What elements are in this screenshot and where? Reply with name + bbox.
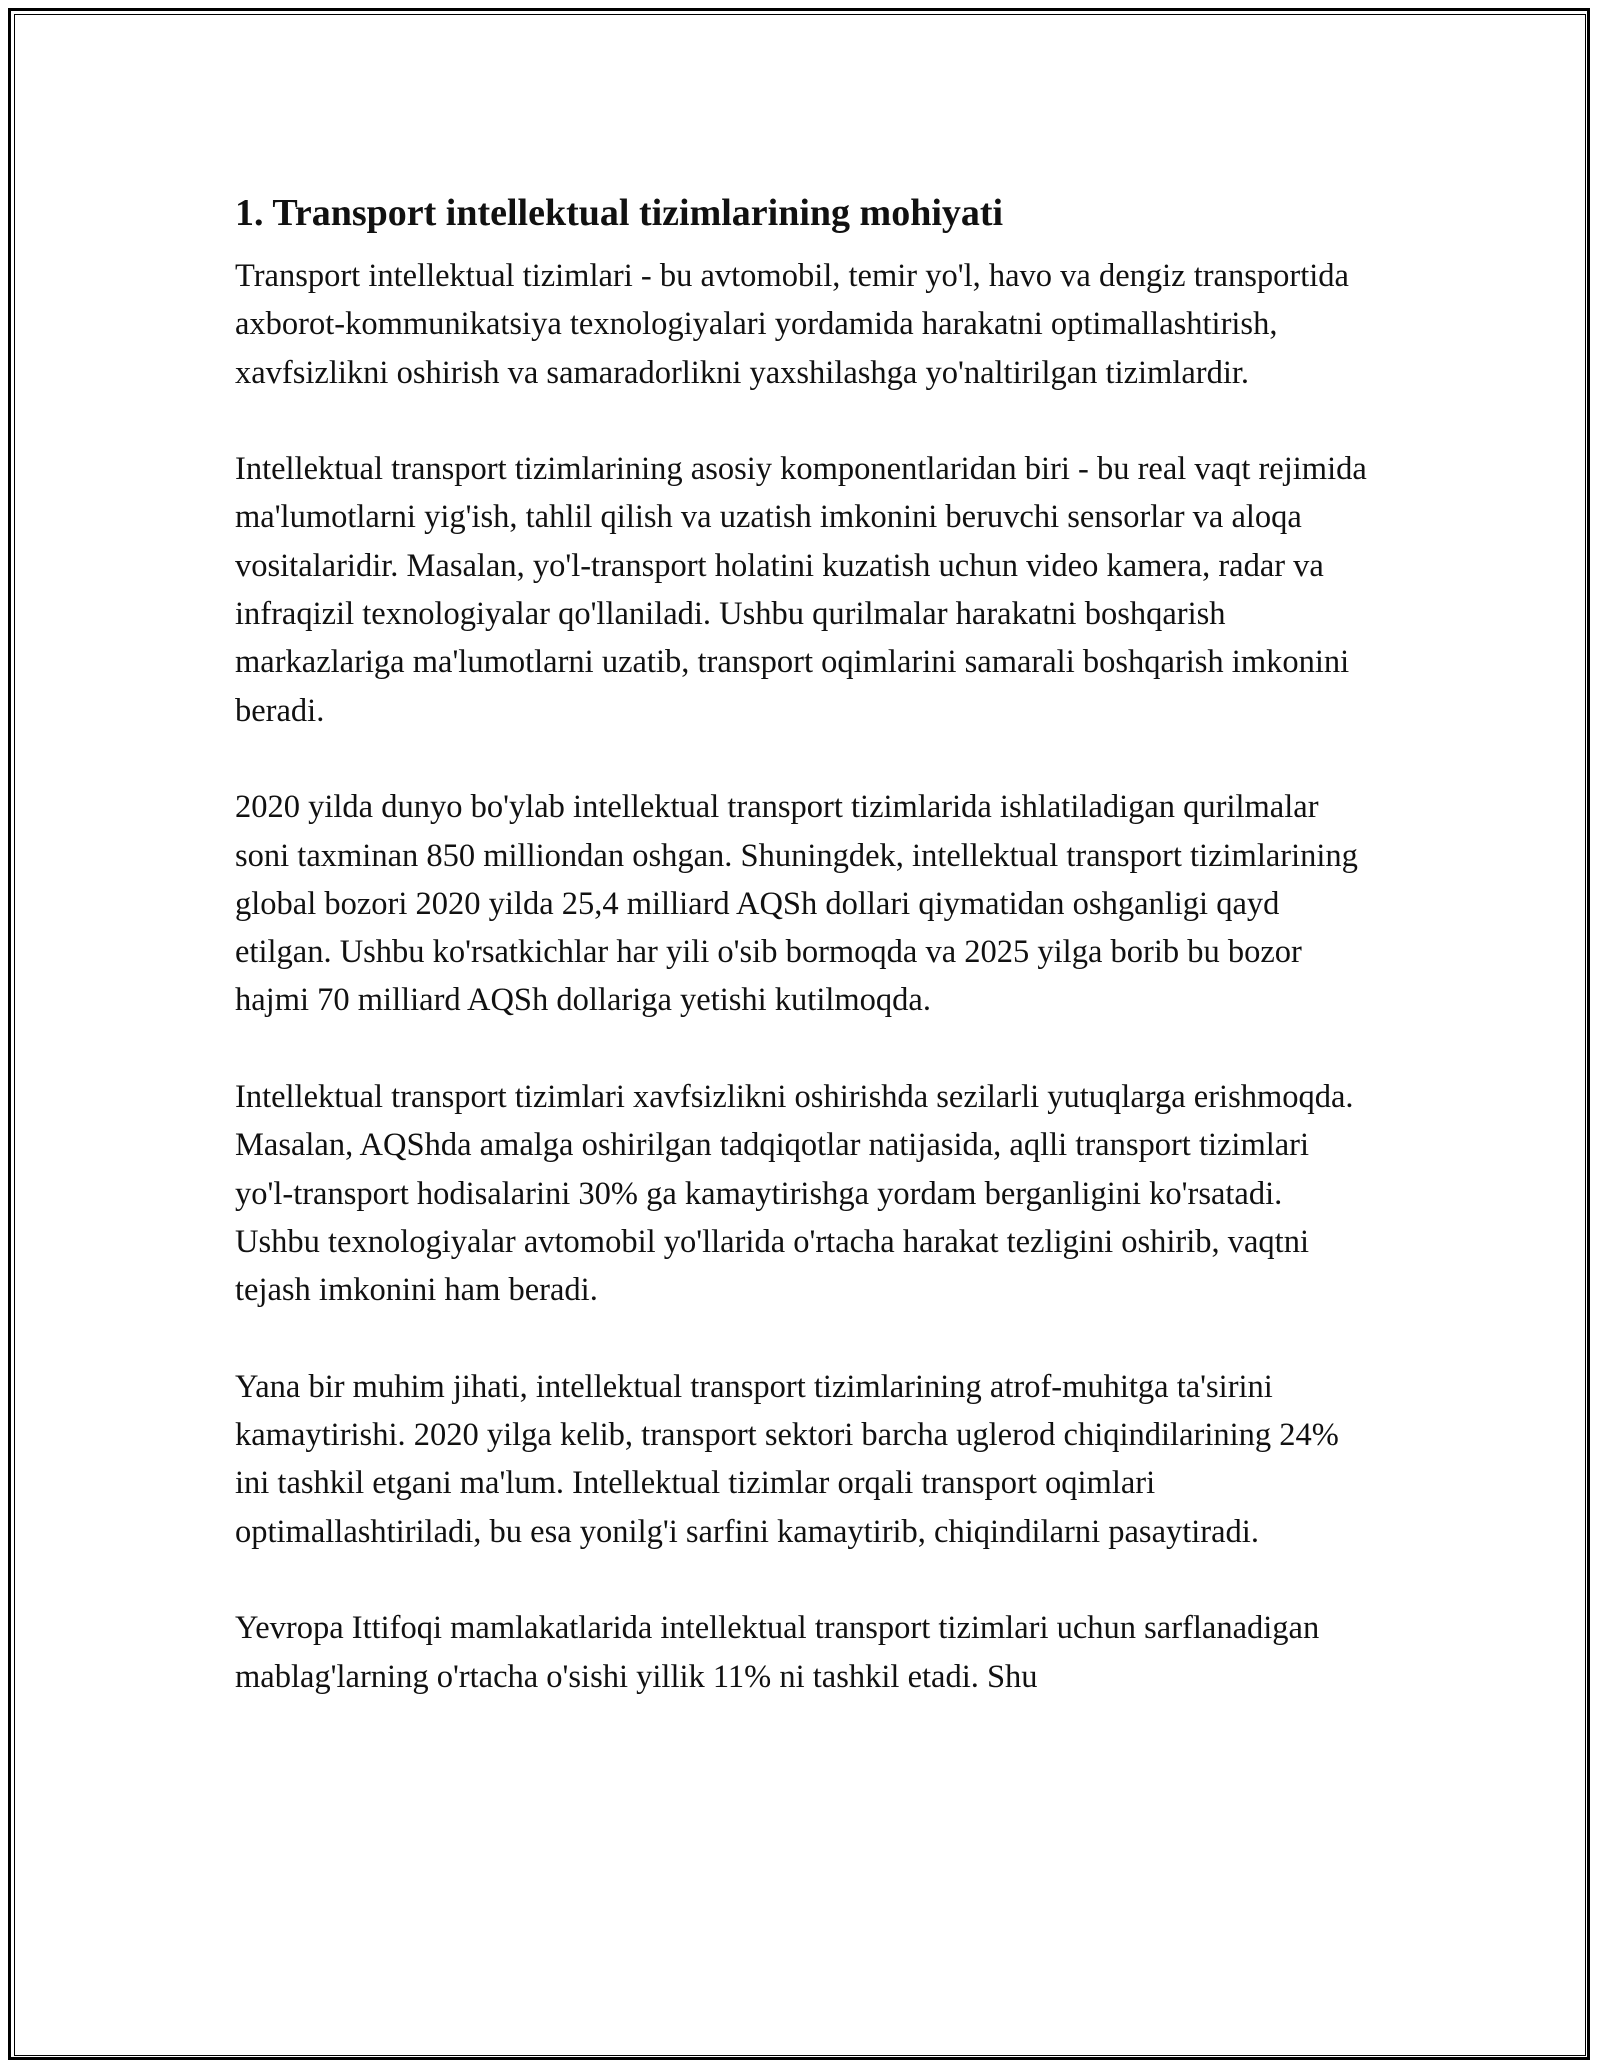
- paragraph-components: Intellektual transport tizimlarining asosiy komponentlaridan biri - bu real vaqt rejimida ma'lumotlarni yig'ish, tahlil qilish va uzatish imkonini beruvchi sensorlar va aloqa vositalaridir. Masalan, yo'l-transport holatini kuzatish uchun video kamera, radar va infraqizil texnologiyalar qo'llaniladi. Ushbu qurilmalar harakatni boshqarish markazlariga ma'lumotlarni uzatib, transport oqimlarini samarali boshqarish imkonini beradi.: [235, 451, 1367, 729]
- document-body: [235, 188, 1375, 1701]
- paragraph-europe: Yevropa Ittifoqi mamlakatlarida intellektual transport tizimlari uchun sarflanadigan mablag'larning o'rtacha o'sishi yillik 11% ni tashkil etadi. Shu: [235, 1610, 1320, 1695]
- paragraph-market: 2020 yilda dunyo bo'ylab intellektual transport tizimlarida ishlatiladigan qurilmalar soni taxminan 850 milliondan oshgan. Shuningdek, intellektual transport tizimlarining global bozori 2020 yilda 25,4 milliard AQSh dollari qiymatidan oshganligi qayd etilgan. Ushbu ko'rsatkichlar har yili o'sib bormoqda va 2025 yilga borib bu bozor hajmi 70 milliard AQSh dollariga yetishi kutilmoqda.: [235, 789, 1358, 1019]
- section-heading: 1. Transport intellektual tizimlarining mohiyati: [235, 192, 1004, 234]
- paragraph-definition: Transport intellektual tizimlari - bu avtomobil, temir yo'l, havo va dengiz transportida axborot-kommunikatsiya texnologiyalari yordamida harakatni optimallashtirish, xavfsizlikni oshirish va samaradorlikni yaxshilashga yo'naltirilgan tizimlardir.: [235, 258, 1349, 391]
- paragraph-environment: Yana bir muhim jihati, intellektual transport tizimlarining atrof-muhitga ta'sirini kamaytirishi. 2020 yilga kelib, transport sektori barcha uglerod chiqindilarining 24% ini tashkil etgani ma'lum. Intellektual tizimlar orqali transport oqimlari optimallashtiriladi, bu esa yonilg'i sarfini kamaytirib, chiqindilarni pasaytiradi.: [235, 1368, 1339, 1550]
- paragraph-safety: Intellektual transport tizimlari xavfsizlikni oshirishda sezilarli yutuqlarga erishmoqda. Masalan, AQShda amalga oshirilgan tadqiqotlar natijasida, aqlli transport tizimlari yo'l-transport hodisalarini 30% ga kamaytirishga yordam berganligini ko'rsatadi. Ushbu texnologiyalar avtomobil yo'llarida o'rtacha harakat tezligini oshirib, vaqtni tejash imkonini ham beradi.: [235, 1079, 1354, 1309]
